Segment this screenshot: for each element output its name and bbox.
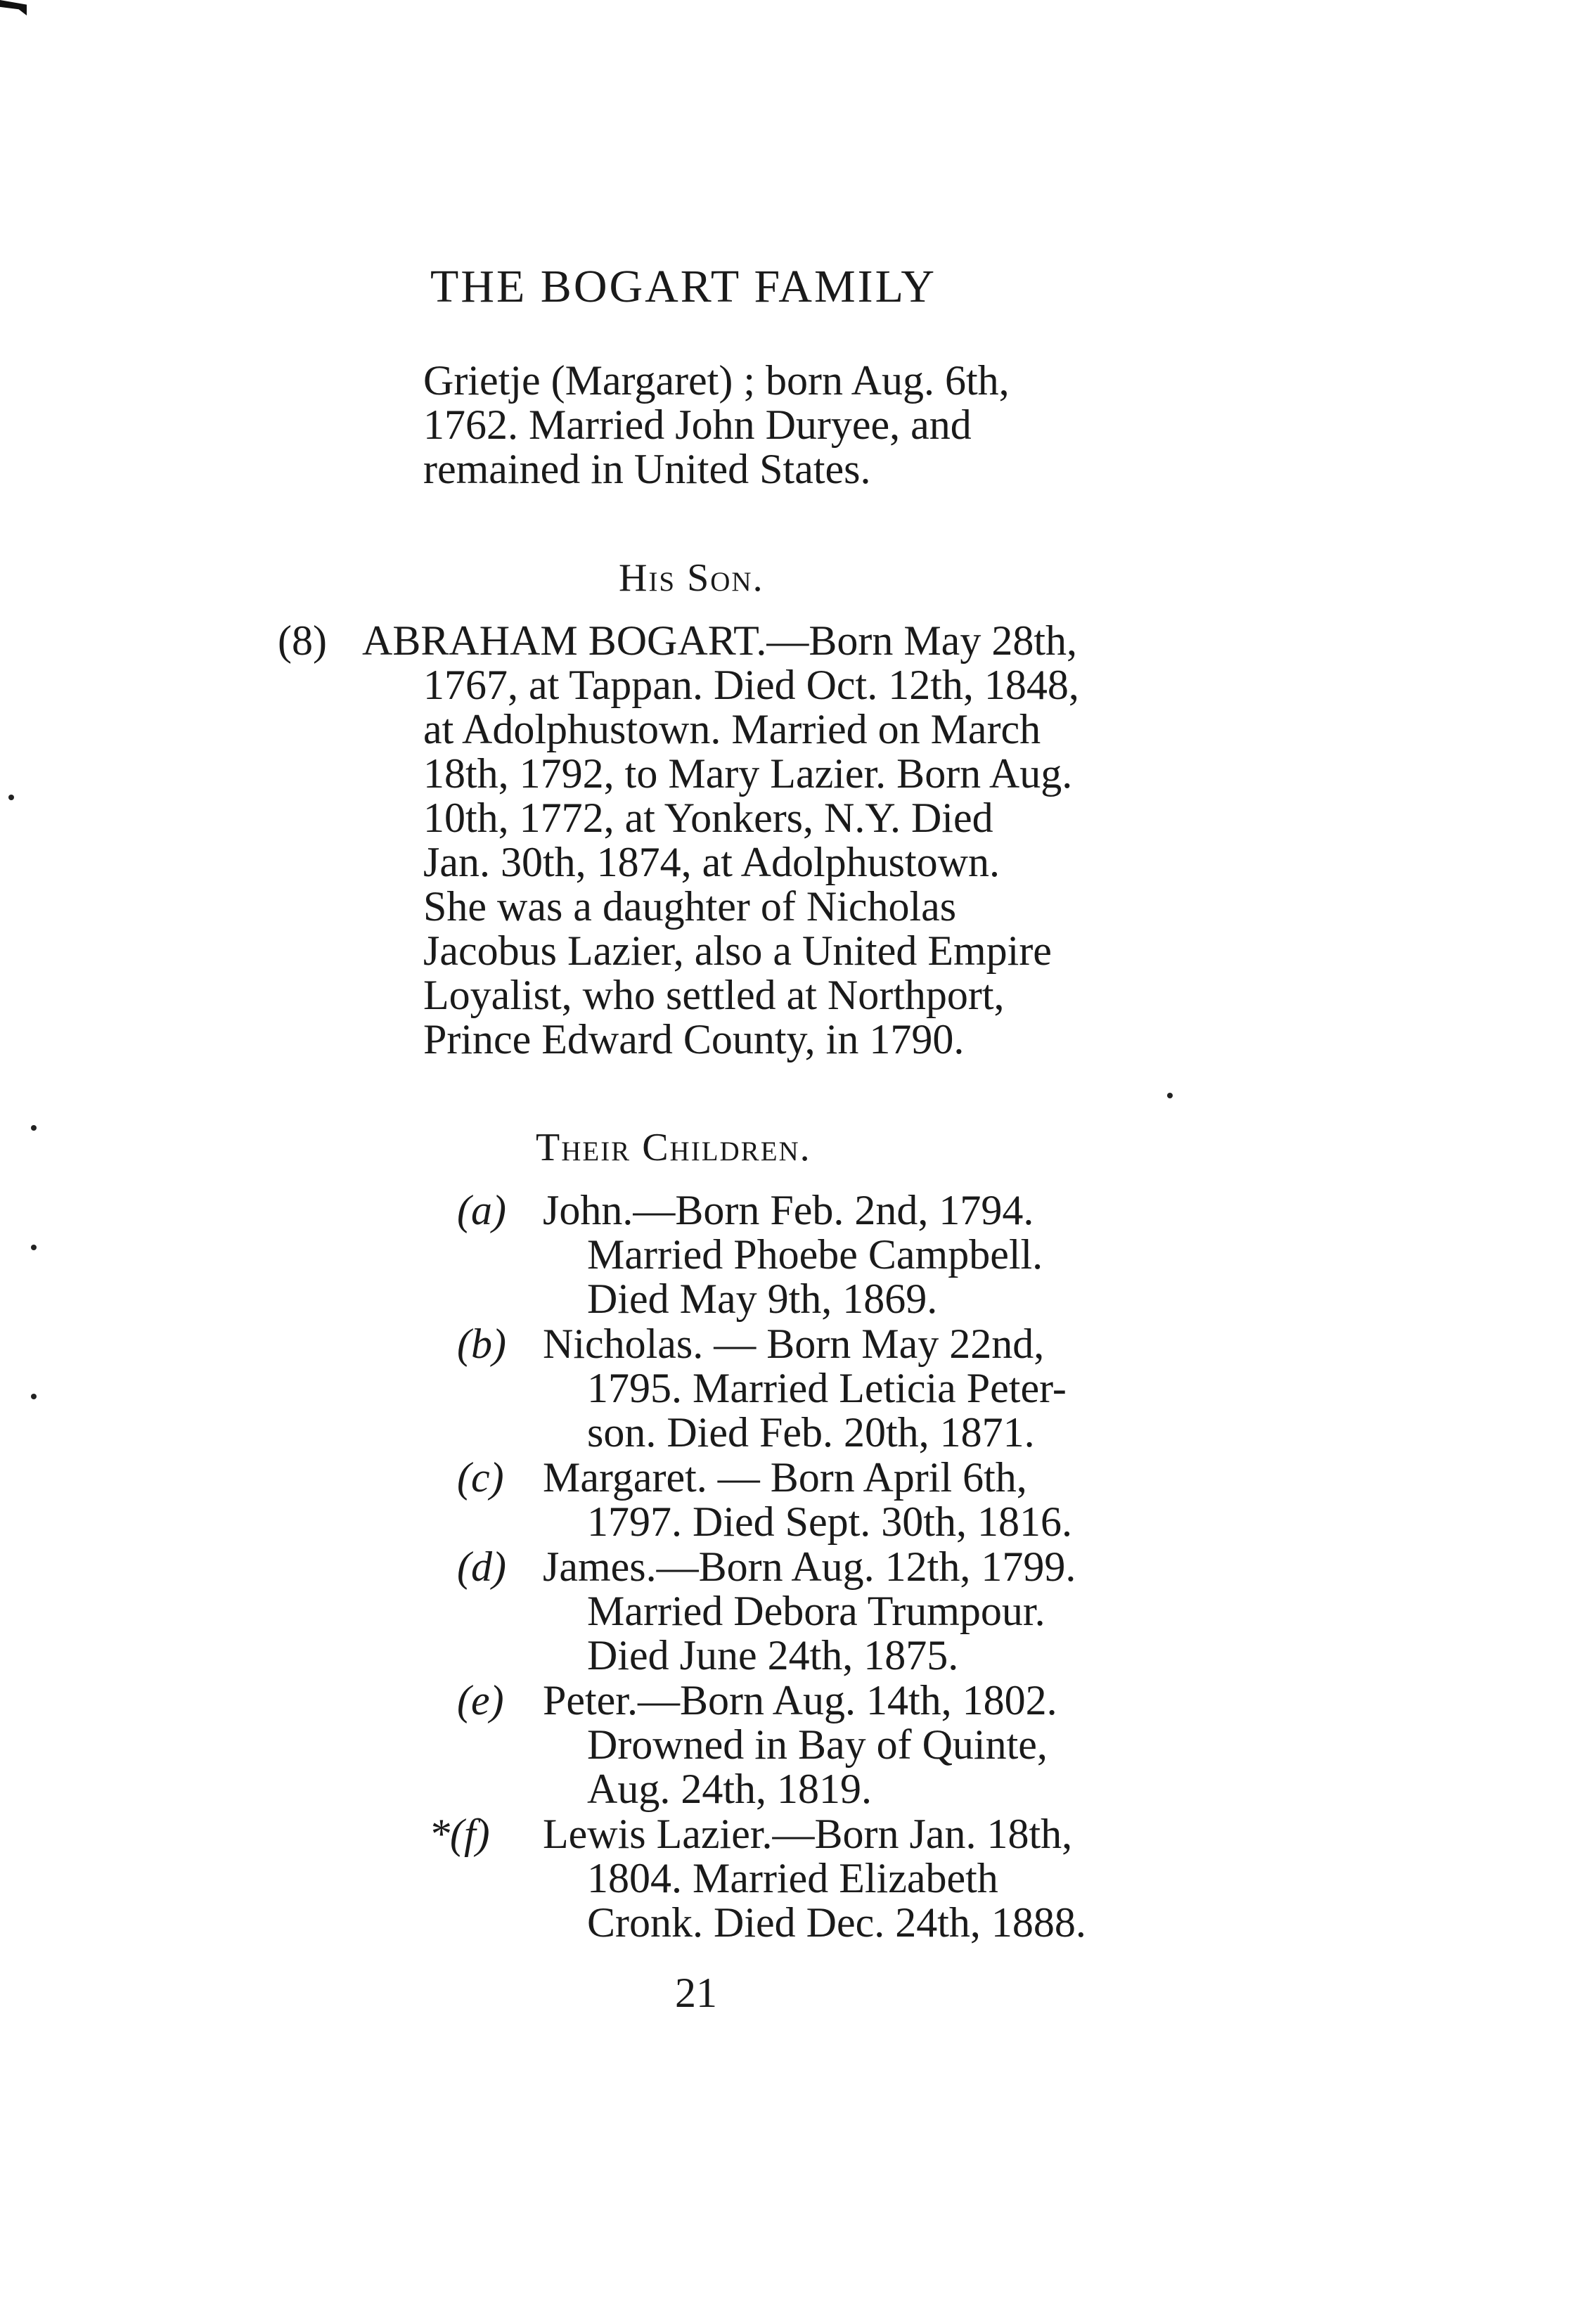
child-line: Died May 9th, 1869. <box>587 1276 938 1322</box>
scan-speck <box>31 1125 37 1131</box>
scan-speck <box>31 1245 37 1250</box>
child-line: Died June 24th, 1875. <box>587 1632 959 1678</box>
child-line: Married Debora Trumpour. <box>587 1588 1045 1634</box>
abraham-line: 1767, at Tappan. Died Oct. 12th, 1848, <box>423 662 1079 708</box>
child-label: (a) <box>457 1187 506 1233</box>
page-number: 21 <box>675 1970 717 2016</box>
child-line: James.—Born Aug. 12th, 1799. <box>543 1543 1076 1590</box>
intro-line: 1762. Married John Duryee, and <box>423 402 972 448</box>
scan-speck <box>1167 1093 1173 1098</box>
running-head: THE BOGART FAMILY <box>430 261 936 312</box>
abraham-line: 18th, 1792, to Mary Lazier. Born Aug. <box>423 750 1073 797</box>
child-line: 1795. Married Leticia Peter- <box>587 1365 1067 1411</box>
child-line: Aug. 24th, 1819. <box>587 1766 872 1812</box>
scan-speck <box>31 1394 37 1399</box>
abraham-line: Prince Edward County, in 1790. <box>423 1016 965 1063</box>
child-line: Peter.—Born Aug. 14th, 1802. <box>543 1677 1057 1723</box>
abraham-line: She was a daughter of Nicholas <box>423 883 957 930</box>
child-label: *(f) <box>429 1811 490 1857</box>
child-line: Lewis Lazier.—Born Jan. 18th, <box>543 1811 1073 1857</box>
child-label: (c) <box>457 1454 504 1501</box>
child-label: (e) <box>457 1677 504 1723</box>
child-line: son. Died Feb. 20th, 1871. <box>587 1409 1035 1456</box>
child-line: 1797. Died Sept. 30th, 1816. <box>587 1498 1072 1545</box>
intro-line: Grietje (Margaret) ; born Aug. 6th, <box>423 357 1010 404</box>
intro-line: remained in United States. <box>423 446 871 492</box>
child-line: Cronk. Died Dec. 24th, 1888. <box>587 1899 1086 1946</box>
child-line: Drowned in Bay of Quinte, <box>587 1721 1048 1768</box>
abraham-line: ABRAHAM BOGART.—Born May 28th, <box>362 617 1077 664</box>
abraham-line: Loyalist, who settled at Northport, <box>423 972 1005 1018</box>
abraham-line: at Adolphustown. Married on March <box>423 706 1041 752</box>
child-label: (b) <box>457 1321 506 1367</box>
child-line: Nicholas. — Born May 22nd, <box>543 1321 1045 1367</box>
child-label: (d) <box>457 1543 506 1590</box>
abraham-line: Jan. 30th, 1874, at Adolphustown. <box>423 839 1000 885</box>
child-line: John.—Born Feb. 2nd, 1794. <box>543 1187 1034 1233</box>
child-line: 1804. Married Elizabeth <box>587 1855 998 1901</box>
abraham-line: 10th, 1772, at Yonkers, N.Y. Died <box>423 795 993 841</box>
abraham-line: Jacobus Lazier, also a United Empire <box>423 927 1052 974</box>
entry-number: (8) <box>278 617 327 664</box>
child-line: Married Phoebe Campbell. <box>587 1231 1043 1278</box>
scan-corner-mark <box>0 0 27 15</box>
his-son-heading: His Son. <box>619 556 764 600</box>
children-heading: Their Children. <box>536 1126 811 1169</box>
child-line: Margaret. — Born April 6th, <box>543 1454 1027 1501</box>
scan-speck <box>8 795 14 800</box>
